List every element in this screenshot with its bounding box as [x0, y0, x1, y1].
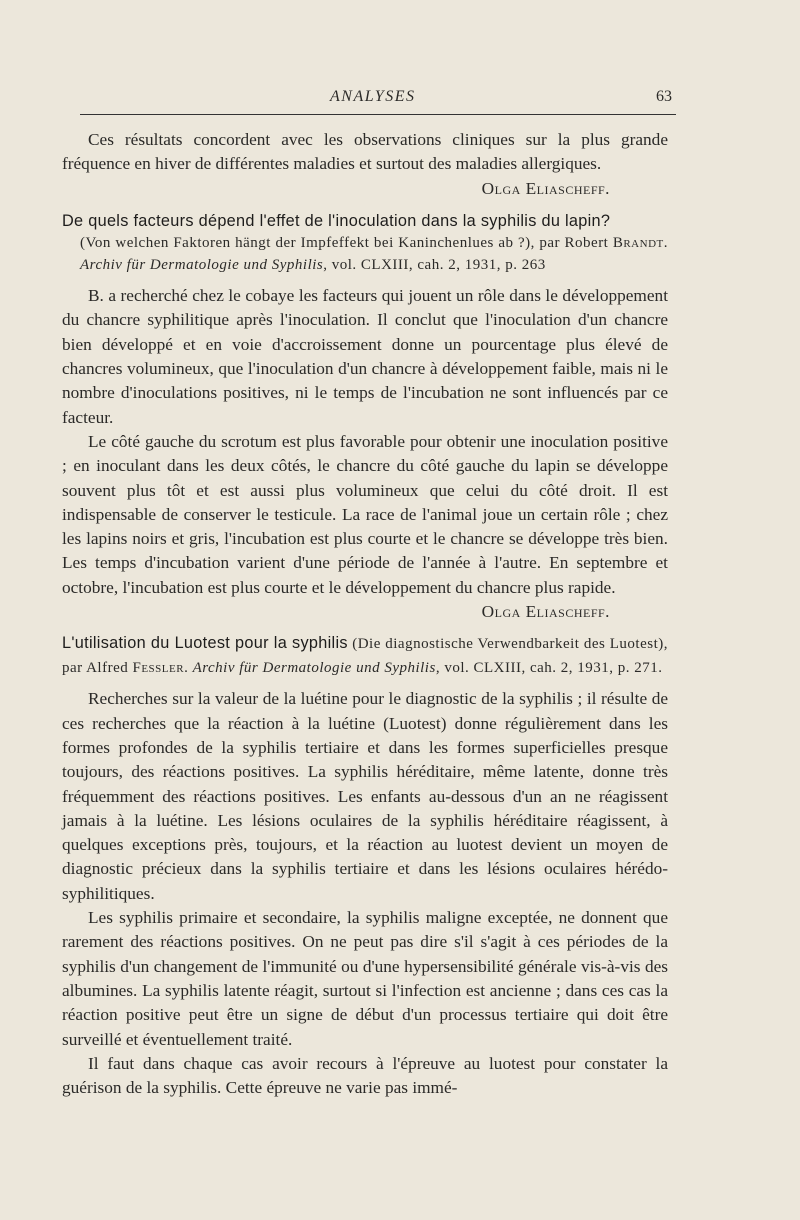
author-name: Brandt: [612, 235, 664, 252]
journal-name: Archiv für Dermatologie und Syphilis: [192, 659, 436, 676]
article-title: L'utilisation du Luotest pour la syphilis: [62, 634, 348, 653]
page-header: [80, 86, 676, 115]
article-paragraph: Le côté gauche du scrotum est plus favorable pour obtenir une inoculation positive ; en inoculant dans les deux côtés, le chancre du côté gauche du lapin se développe souvent plus tôt et est aussi plus volumineux que celui du côté droit. Il est indispensable de conserver le testicule. La race de l'animal joue un certain rôle ; chez les lapins noirs et gris, l'incubation est plus courte et le chancre se développe très bien. Les temps d'incubation varient d'une période de l'année à l'autre. En septembre et octobre, l'incubation est plus courte et le développement du chancre plus rapide. Olga Eliascheff.: [62, 431, 668, 622]
article-paragraph: Recherches sur la valeur de la luétine pour le diagnostic de la syphilis ; il résulte de ces recherches que la réaction à la luétine (Luotest) donne régulièrement dans les formes profondes de la syphilis tertiaire et dans les formes superficielles presque toujours, des réactions positives. La syphilis héréditaire, même latente, donne très fréquemment des réactions positives. Les enfants au-dessous d'un an ne réagissent jamais à la luétine. Les lésions oculaires de la syphilis héréditaire réagissent, à quelques exceptions près, toujours, et la réaction au luotest devient un moyen de diagnostic précieux dans la syphilis tertiaire et dans les lésions oculaires hérédo-syphilitiques.: [62, 689, 668, 903]
page-body: [62, 128, 668, 1100]
article-paragraph: Les syphilis primaire et secondaire, la syphilis maligne exceptée, ne donnent que rarement des réactions positives. On ne peut pas dire s'il s'agit à ces périodes de la syphilis d'un changement de l'immunité ou d'une hypersensibilité générale vis-à-vis des albumines. La syphilis latente réagit, surtout si l'infection est ancienne ; dans ces cas la réaction positive peut être un signe de début d'un processus tertiaire qui doit être surveillé et éventuellement traité.: [62, 908, 668, 1049]
article-title-line: L'utilisation du Luotest pour la syphilis (Die diagnostische Verwendbarkeit des Luotest), par Alfred Fessler. Archiv für Dermatologie und Syphilis, vol. CLXIII, cah. 2, 1931, p. 271.: [62, 634, 668, 676]
journal-name: Archiv für Dermatologie und Syphilis: [80, 256, 324, 273]
author-name: Fessler: [132, 659, 185, 676]
article-title: De quels facteurs dépend l'effet de l'inoculation dans la syphilis du lapin?: [62, 211, 611, 230]
article-reference: (Von welchen Faktoren hängt der Impfeffekt bei Kaninchenlues ab ?), par Robert Brandt. Archiv für Dermatologie und Syphilis, vol. CLXIII, cah. 2, 1931, p. 263: [80, 235, 668, 273]
article-heading: [62, 209, 668, 276]
article-paragraph: Il faut dans chaque cas avoir recours à l'épreuve au luotest pour constater la guérison de la syphilis. Cette épreuve ne varie pas immé-: [62, 1053, 668, 1098]
signature: Olga Eliascheff.: [481, 602, 610, 622]
intro-paragraph: [62, 128, 668, 201]
article-paragraph: B. a recherché chez le cobaye les facteurs qui jouent un rôle dans le développement du chancre syphilitique après l'inoculation. Il conclut que l'inoculation d'un chancre bien développé et en voie d'accroissement donne un pourcentage plus élevé de chancres volumineux, que l'inoculation d'un chancre à développement faible, mais ni le nombre d'inoculations positives, ni le temps de l'incubation ne sont influencés par ce facteur.: [62, 286, 668, 427]
intro-text: Ces résultats concordent avec les observations cliniques sur la plus grande fréquence en hiver de différentes maladies et surtout des maladies allergiques.: [62, 130, 668, 174]
signature: Olga Eliascheff.: [481, 178, 610, 198]
running-title: ANALYSES: [330, 88, 416, 105]
article-heading: [62, 632, 668, 679]
page-number: 63: [656, 88, 672, 105]
